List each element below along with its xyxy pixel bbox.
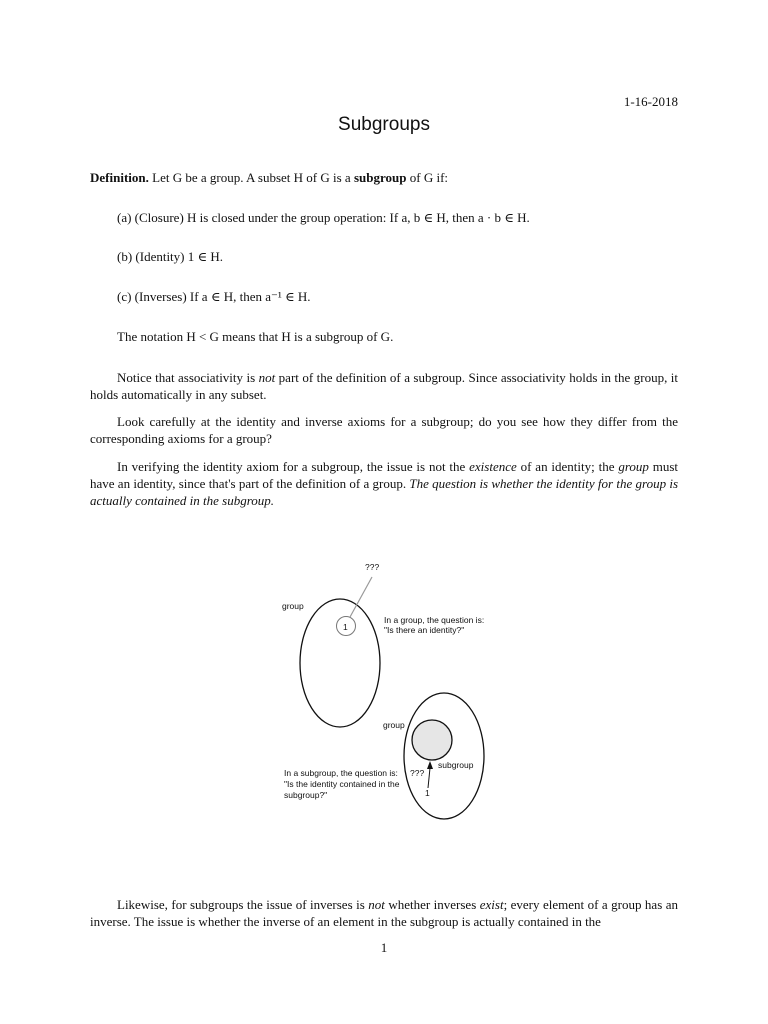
definition-item-closure: (a) (Closure) H is closed under the group operation: If a, b ∈ H, then a · b ∈ H. bbox=[117, 210, 530, 225]
page-title: Subgroups bbox=[338, 114, 430, 135]
p3-emphasis-group: group bbox=[618, 459, 649, 474]
p4-text-a: Likewise, for subgroups the issue of inverses is bbox=[117, 897, 365, 912]
p1-text-b: part of the definition of a subgroup. Since associativity holds in the group, it holds automatically in any subset. bbox=[90, 370, 679, 402]
paragraph-axioms: Look carefully at the identity and inverse axioms for a subgroup; do you see how they differ from the corresponding axioms for a group? bbox=[90, 414, 678, 446]
p3-text-c: must have an identity, since that's part of the definition of a group. bbox=[90, 459, 679, 491]
definition-term: subgroup bbox=[353, 170, 407, 185]
p3-emphasis-question: The question is whether the identity for the group is actually contained in the subgroup. bbox=[90, 476, 679, 508]
page-number: 1 bbox=[380, 940, 388, 955]
definition-notation: The notation H < G means that H is a subgroup of G. bbox=[117, 329, 394, 344]
bottom-caption-line2: "Is the identity contained in the bbox=[284, 779, 400, 789]
paragraph-inverses bbox=[90, 896, 678, 930]
bottom-caption-line3: subgroup?" bbox=[284, 790, 328, 800]
top-group-label: group bbox=[282, 601, 304, 611]
p4-text-b: whether inverses bbox=[388, 897, 477, 912]
p3-emphasis-existence: existence bbox=[469, 459, 517, 474]
top-pointer-line bbox=[350, 577, 372, 617]
definition-intro-tail: of G if: bbox=[409, 170, 449, 185]
definition-intro-text: Let G be a group. A subset H of G is a bbox=[152, 170, 351, 185]
bottom-subgroup-circle bbox=[412, 720, 452, 760]
bottom-arrow-head bbox=[427, 761, 433, 769]
top-identity-label: 1 bbox=[343, 622, 348, 632]
date: 1-16-2018 bbox=[623, 94, 678, 109]
bottom-caption-line1: In a subgroup, the question is: bbox=[284, 768, 398, 778]
p1-text-a: Notice that associativity is bbox=[117, 370, 256, 385]
p1-emphasis: not bbox=[258, 370, 276, 385]
definition-item-identity: (b) (Identity) 1 ∈ H. bbox=[117, 249, 224, 264]
top-question-marks: ??? bbox=[365, 562, 380, 572]
bottom-question-marks: ??? bbox=[410, 768, 425, 778]
definition-label: Definition. bbox=[90, 170, 149, 185]
top-caption-line1: In a group, the question is: bbox=[384, 615, 485, 625]
bottom-arrow-shaft bbox=[428, 768, 430, 788]
bottom-subgroup-label: subgroup bbox=[438, 760, 474, 770]
p3-text-b: of an identity; the bbox=[520, 459, 615, 474]
bottom-group-label: group bbox=[383, 720, 405, 730]
top-caption-line2: "Is there an identity?" bbox=[384, 625, 465, 635]
p4-text-c: ; every element of a group has an inverse. The issue is whether the inverse of an element in the subgroup is actually contained in the bbox=[90, 897, 678, 929]
p3-text-a: In verifying the identity axiom for a subgroup, the issue is not the bbox=[117, 459, 466, 474]
bottom-identity-label: 1 bbox=[425, 788, 430, 798]
p4-emphasis-not: not bbox=[368, 897, 385, 912]
definition-item-inverses: (c) (Inverses) If a ∈ H, then a⁻¹ ∈ H. bbox=[117, 289, 311, 304]
p4-emphasis-exist: exist bbox=[479, 897, 504, 912]
